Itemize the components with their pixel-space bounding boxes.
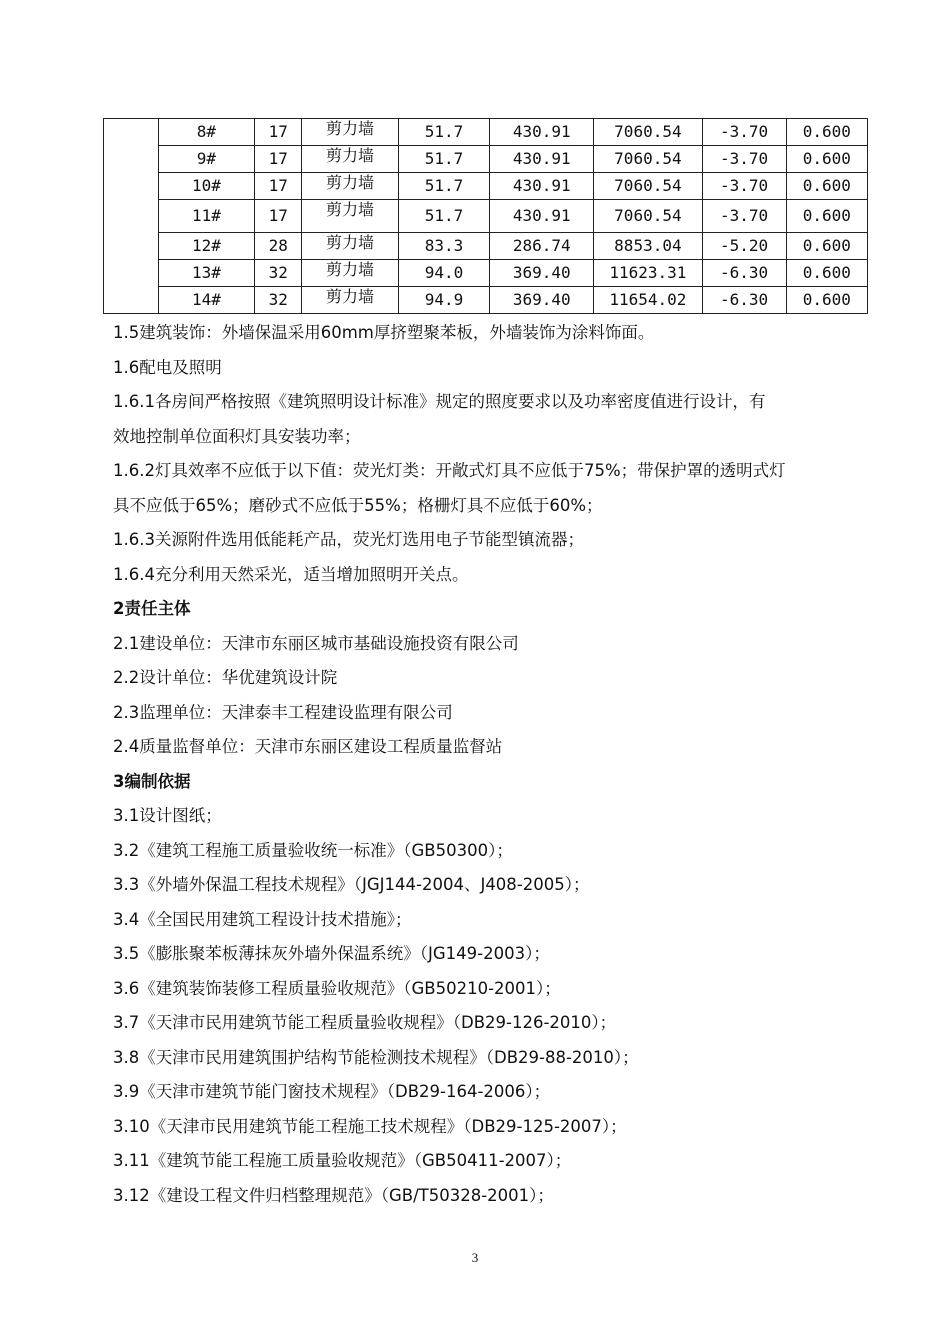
table-cell-floors: 32	[255, 260, 302, 287]
table-cell-floors: 28	[255, 233, 302, 260]
table-cell-coef: 0.600	[786, 173, 867, 200]
table-cell-structure: 剪力墙	[302, 146, 398, 173]
table-cell-no: 10#	[158, 173, 254, 200]
table-row	[104, 119, 868, 146]
table-cell-no: 12#	[158, 233, 254, 260]
table-cell-area2: 7060.54	[594, 173, 702, 200]
document-body	[113, 316, 873, 1213]
table-cell-structure: 剪力墙	[302, 260, 398, 287]
table-cell-floors: 32	[255, 287, 302, 314]
table-row	[104, 146, 868, 173]
body-text-line: 2.3监理单位：天津泰丰工程建设监理有限公司	[113, 702, 453, 722]
table-cell-height: 94.0	[398, 260, 490, 287]
table-cell-height: 51.7	[398, 173, 490, 200]
table-cell-elev: -3.70	[702, 173, 786, 200]
table-cell-floors: 17	[255, 173, 302, 200]
table-cell-elev: -6.30	[702, 260, 786, 287]
body-text-line: 1.6.4充分利用天然采光，适当增加照明开关点。	[113, 564, 469, 584]
body-text-line: 3.2《建筑工程施工质量验收统一标准》（GB50300）；	[113, 840, 513, 860]
table-cell-area1: 369.40	[490, 260, 594, 287]
table-cell-no: 8#	[158, 119, 254, 146]
table-cell-floors: 17	[255, 200, 302, 233]
body-text-line: 3.1设计图纸；	[113, 806, 222, 825]
building-spec-table	[103, 118, 868, 314]
table-cell-elev: -3.70	[702, 119, 786, 146]
table-cell-elev: -5.20	[702, 233, 786, 260]
table-cell-no: 11#	[158, 200, 254, 233]
table-row	[104, 173, 868, 200]
table-cell-coef: 0.600	[786, 233, 867, 260]
body-text-line: 效地控制单位面积灯具安装功率；	[113, 426, 361, 446]
table-row	[104, 200, 868, 233]
table-cell-coef: 0.600	[786, 119, 867, 146]
table-cell-structure: 剪力墙	[302, 173, 398, 200]
table-cell-no: 13#	[158, 260, 254, 287]
body-text-line: 3.5《膨胀聚苯板薄抹灰外墙外保温系统》（JG149-2003）；	[113, 944, 550, 963]
table-cell-height: 94.9	[398, 287, 490, 314]
table-cell-coef: 0.600	[786, 146, 867, 173]
table-cell-area1: 430.91	[490, 119, 594, 146]
table-cell-structure: 剪力墙	[302, 119, 398, 146]
body-text-line: 3.6《建筑装饰装修工程质量验收规范》（GB50210-2001）；	[113, 978, 561, 998]
body-text-line: 3.7《天津市民用建筑节能工程质量验收规程》（DB29-126-2010）；	[113, 1013, 617, 1032]
table-row	[104, 233, 868, 260]
table-cell-area1: 430.91	[490, 173, 594, 200]
page-number: 3	[471, 1250, 479, 1265]
body-text-line: 1.6.2灯具效率不应低于以下值：荧光灯类：开敞式灯具不应低于75%；带保护罩的透明式灯	[113, 461, 786, 480]
body-text-line: 2.2设计单位：华优建筑设计院	[113, 668, 338, 687]
table-cell-coef: 0.600	[786, 287, 867, 314]
body-text-line: 3.9《天津市建筑节能门窗技术规程》（DB29-164-2006）；	[113, 1082, 551, 1101]
table-cell-area2: 7060.54	[594, 146, 702, 173]
table-cell-elev: -3.70	[702, 146, 786, 173]
building-spec-table-body	[104, 119, 868, 314]
table-cell-area1: 369.40	[490, 287, 594, 314]
body-text-line: 3.8《天津市民用建筑围护结构节能检测技术规程》（DB29-88-2010）；	[113, 1047, 639, 1067]
body-text-line: 1.6.1各房间严格按照《建筑照明设计标准》规定的照度要求以及功率密度值进行设计，有	[113, 392, 766, 411]
table-cell-area2: 11623.31	[594, 260, 702, 287]
section-heading: 2责任主体	[113, 599, 191, 618]
body-text-line: 1.6配电及照明	[113, 357, 222, 377]
body-text-line: 1.6.3关源附件选用低能耗产品，荧光灯选用电子节能型镇流器；	[113, 530, 584, 549]
table-row	[104, 287, 868, 314]
body-text-line: 3.3《外墙外保温工程技术规程》（JGJ144-2004、J408-2005）；	[113, 875, 590, 894]
table-cell-floors: 17	[255, 146, 302, 173]
table-cell-height: 51.7	[398, 200, 490, 233]
table-cell-area2: 11654.02	[594, 287, 702, 314]
table-cell-area1: 430.91	[490, 146, 594, 173]
table-cell-height: 51.7	[398, 146, 490, 173]
section-heading: 3编制依据	[113, 771, 191, 791]
table-cell-height: 51.7	[398, 119, 490, 146]
table-cell-coef: 0.600	[786, 200, 867, 233]
table-cell-area1: 430.91	[490, 200, 594, 233]
merged-group-cell	[104, 119, 159, 314]
table-cell-no: 14#	[158, 287, 254, 314]
table-cell-area2: 7060.54	[594, 119, 702, 146]
body-text-line: 3.10《天津市民用建筑节能工程施工技术规程》（DB29-125-2007）；	[113, 1116, 627, 1136]
table-cell-no: 9#	[158, 146, 254, 173]
table-cell-structure: 剪力墙	[302, 233, 398, 260]
table-cell-floors: 17	[255, 119, 302, 146]
table-cell-elev: -3.70	[702, 200, 786, 233]
table-cell-structure: 剪力墙	[302, 287, 398, 314]
table-cell-area1: 286.74	[490, 233, 594, 260]
table-row	[104, 260, 868, 287]
table-cell-elev: -6.30	[702, 287, 786, 314]
table-cell-area2: 8853.04	[594, 233, 702, 260]
body-text-line: 3.11《建筑节能工程施工质量验收规范》（GB50411-2007）；	[113, 1151, 572, 1170]
body-text-line: 2.4质量监督单位：天津市东丽区建设工程质量监督站	[113, 737, 503, 756]
body-text-line: 3.12《建设工程文件归档整理规范》（GB/T50328-2001）；	[113, 1185, 554, 1205]
body-text-line: 2.1建设单位：天津市东丽区城市基础设施投资有限公司	[113, 633, 519, 653]
table-cell-structure: 剪力墙	[302, 200, 398, 233]
table-cell-height: 83.3	[398, 233, 490, 260]
body-text-line: 1.5建筑装饰：外墙保温采用60mm厚挤塑聚苯板，外墙装饰为涂料饰面。	[113, 323, 655, 342]
table-cell-coef: 0.600	[786, 260, 867, 287]
body-text-line: 具不应低于65%；磨砂式不应低于55%；格栅灯具不应低于60%；	[113, 495, 603, 515]
body-text-line: 3.4《全国民用建筑工程设计技术措施》；	[113, 909, 412, 929]
table-cell-area2: 7060.54	[594, 200, 702, 233]
